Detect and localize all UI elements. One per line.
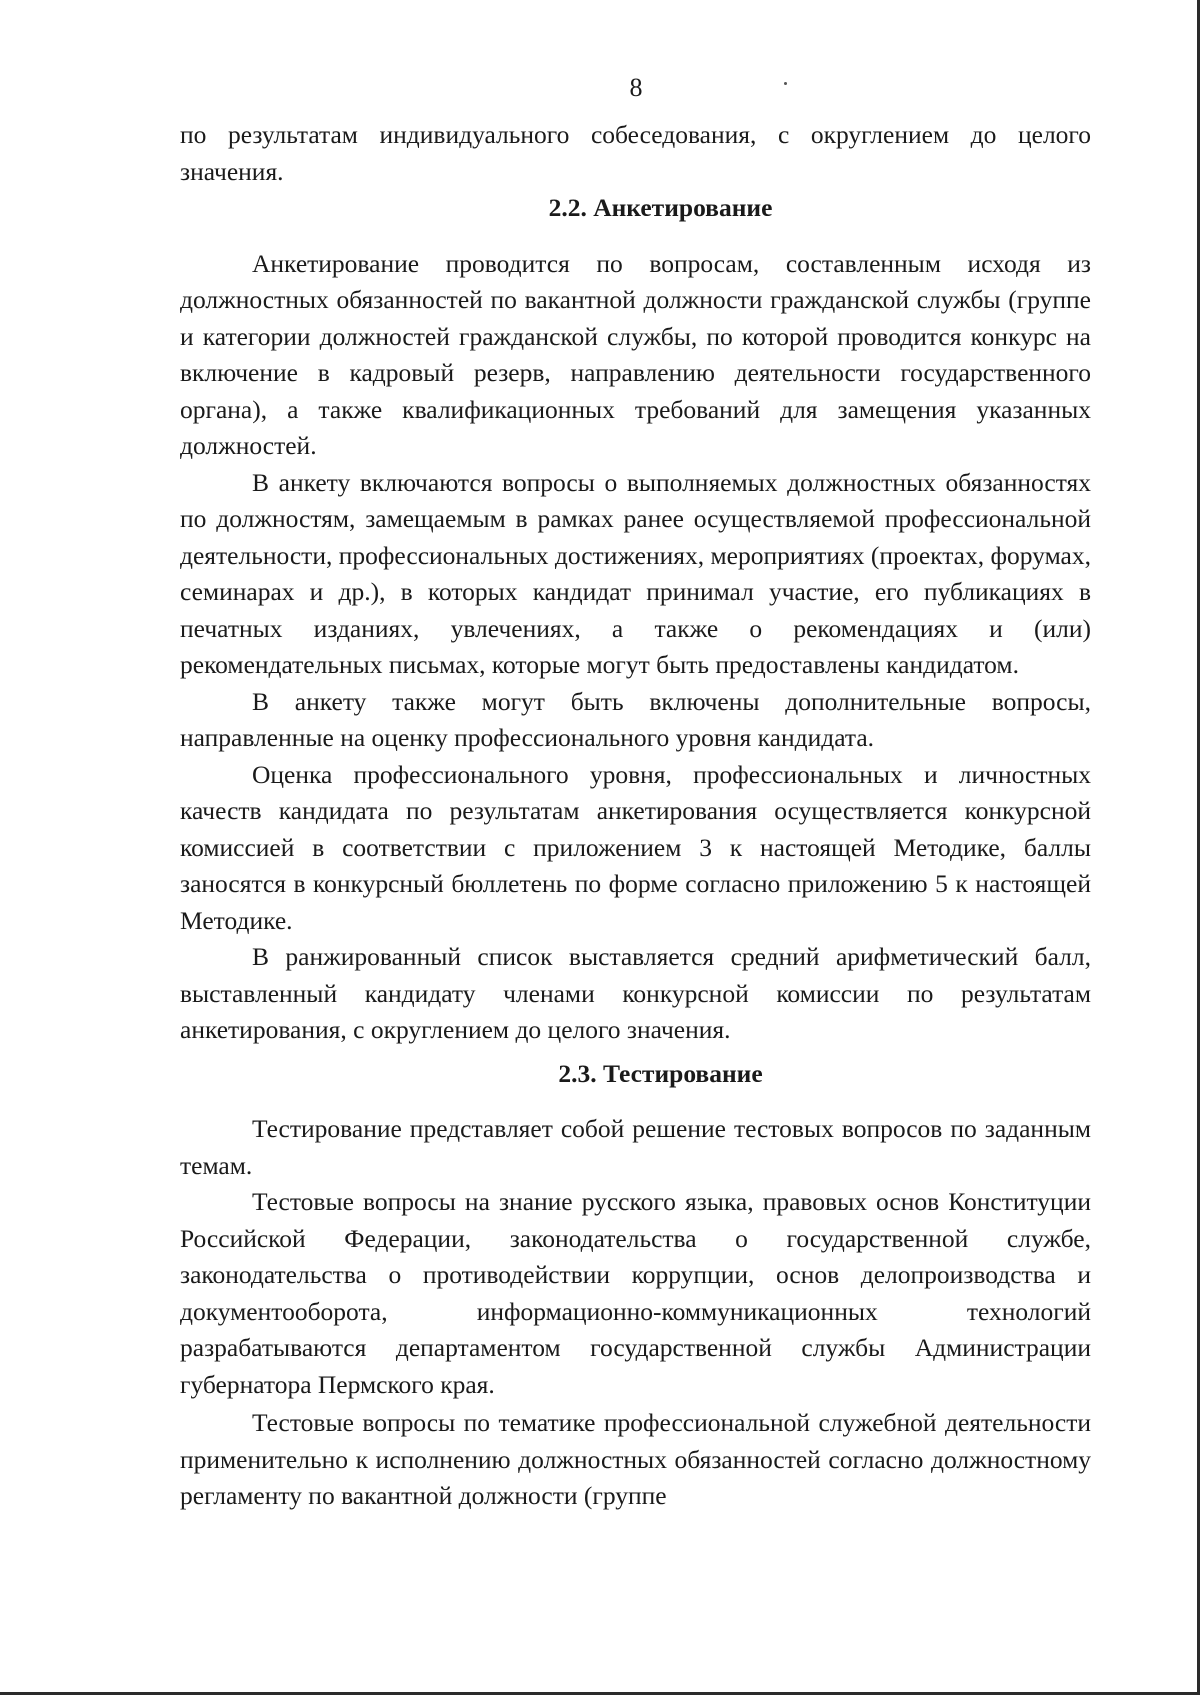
paragraph-questionnaire-3: В анкету также могут быть включены дополнительные вопросы, направленные на оценку профессионального уровня кандидата. — [180, 686, 1091, 752]
paragraph-testing-3: Тестовые вопросы по тематике профессиональной служебной деятельности применительно к исполнению должностных обязанностей согласно должностному регламенту по вакантной должности (группе — [180, 1408, 1091, 1510]
paragraph-questionnaire-5: В ранжированный список выставляется средний арифметический балл, выставленный кандидату членами конкурсной комиссии по результатам анкетирования, с округлением до целого значения. — [180, 942, 1091, 1044]
paragraph-testing-1: Тестирование представляет собой решение тестовых вопросов по заданным темам. — [180, 1114, 1091, 1180]
paragraph-testing-2: Тестовые вопросы на знание русского языка, правовых основ Конституции Российской Федерации, законодательства о государственной службе, законодательства о противодействии коррупции, основ делопроизводства и документооборота, информационно-коммуникационных технологий разрабатываются департаментом государственной службы Администрации губернатора Пермского края. — [180, 1187, 1091, 1399]
section-heading-questionnaire: 2.2. Анкетирование — [548, 193, 773, 222]
paragraph-intro: по результатам индивидуального собеседования, с округлением до целого значения. — [180, 120, 1091, 186]
page-number: 8 — [629, 73, 643, 102]
document-body — [180, 117, 1091, 1515]
paragraph-questionnaire-1: Анкетирование проводится по вопросам, составленным исходя из должностных обязанностей по вакантной должности гражданской службы (группе и категории должностей гражданской службы, по которой проводится конкурс на включение в кадровый резерв, направлению деятельности государственного органа), а также квалификационных требований для замещения указанных должностей. — [180, 248, 1091, 460]
paragraph-questionnaire-4: Оценка профессионального уровня, профессиональных и личностных качеств кандидата по результатам анкетирования осуществляется конкурсной комиссией в соответствии с приложением 3 к настоящей Методике, баллы заносятся в конкурсный бюллетень по форме согласно приложению 5 к настоящей Методике. — [180, 759, 1091, 935]
paragraph-questionnaire-2: В анкету включаются вопросы о выполняемых должностных обязанностях по должностям, замещаемым в рамках ранее осуществляемой профессиональной деятельности, профессиональных достижениях, мероприятиях (проектах, форумах, семинарах и др.), в которых кандидат принимал участие, его публикациях в печатных изданиях, увлечениях, а также о рекомендациях и (или) рекомендательных письмах, которые могут быть предоставлены кандидатом. — [180, 467, 1091, 679]
section-heading-testing: 2.3. Тестирование — [558, 1058, 763, 1088]
